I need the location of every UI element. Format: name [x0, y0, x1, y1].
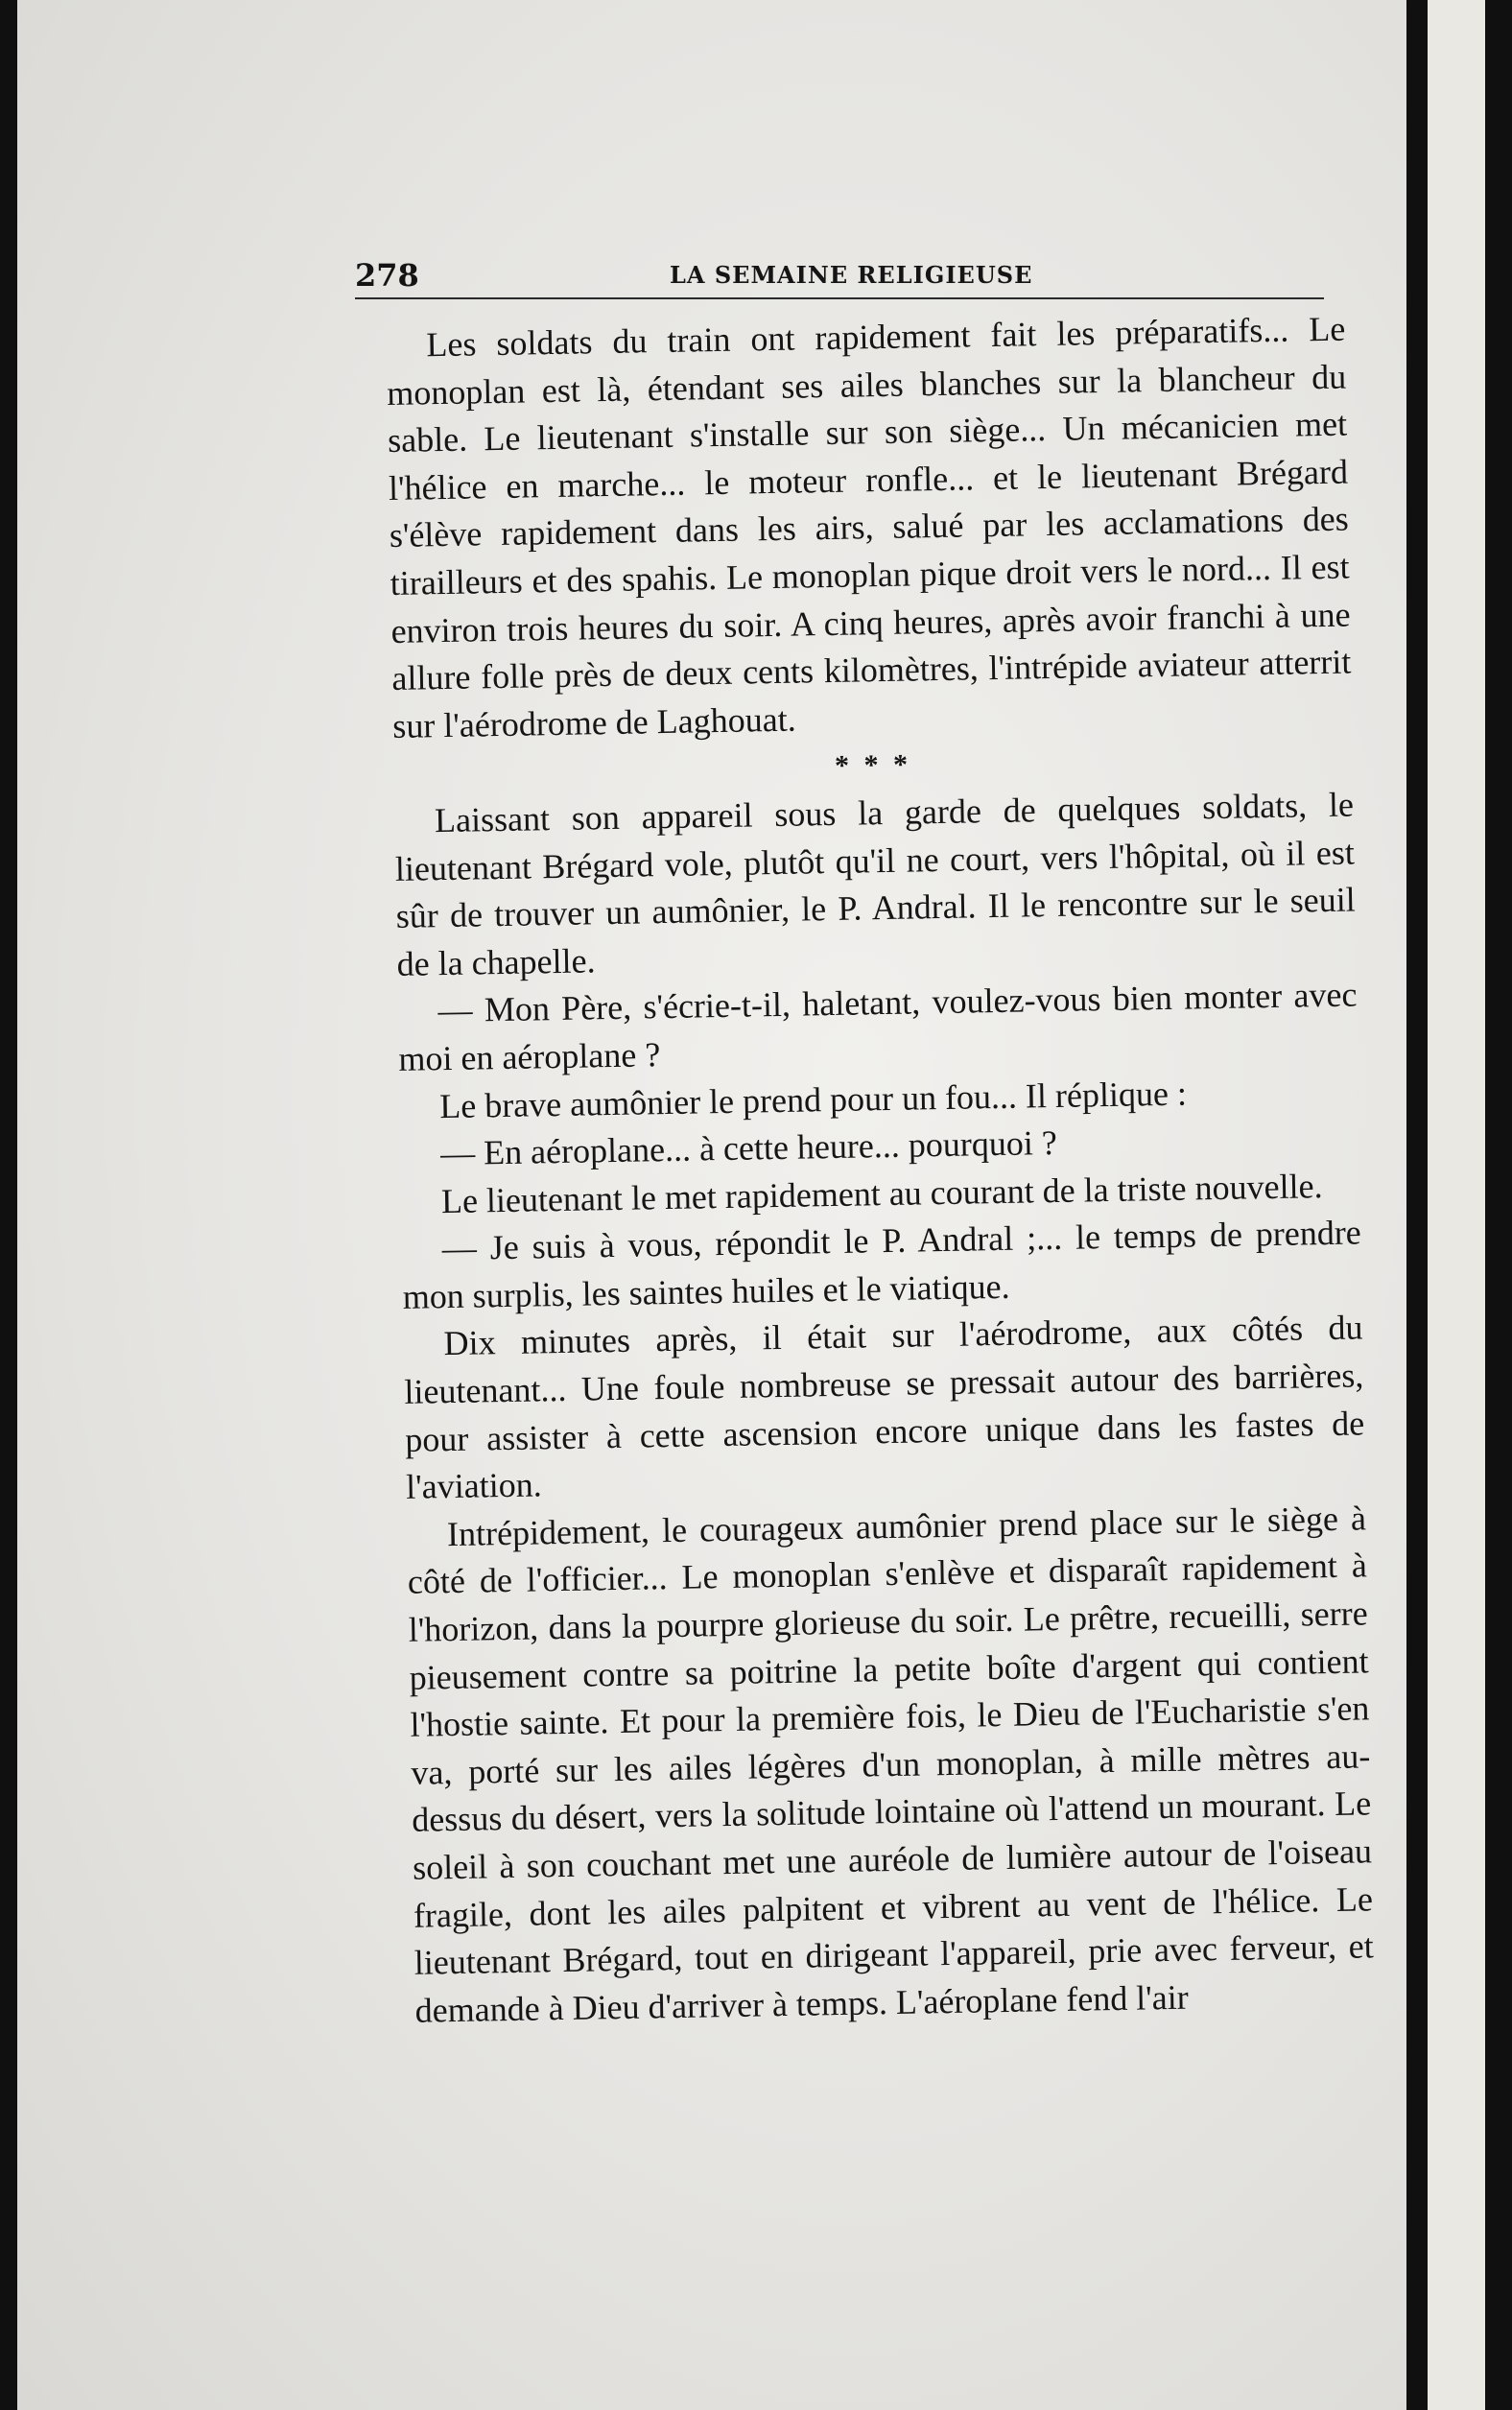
paragraph-5: — En aéroplane... à cette heure... pourquoi ? — [439, 1123, 1058, 1173]
page-header — [355, 257, 1324, 299]
section-separator: * * * — [834, 748, 912, 783]
paragraph-4: Le brave aumônier le prend pour un fou... Il réplique : — [438, 1074, 1188, 1125]
paragraph-9: Intrépidement, le courageux aumônier prend place sur le siège à côté de l'officier... Le monoplan s'enlève et disparaît rapidement à l'horizon, dans la pourpre glorieuse du soir. Le prêtre, recueilli, serre pieusement contre sa poitrine la petite boîte d'argent qui contient l'hostie sainte. Et pour la première fois, le Dieu de l'Eucharistie s'en va, porté sur les ailes légères d'un monoplan, à mille mètres au-dessus du désert, vers la solitude lointaine où l'attend un mourant. Le soleil à son couchant met une auréole de lumière autour de l'oiseau fragile, dont les ailes palpitent et vibrent au vent de l'hélice. Le lieutenant Brégard, tout en dirigeant l'appareil, prie avec ferveur, et demande à Dieu d'arriver à temps. L'aéroplane fend l'air — [407, 1499, 1375, 2030]
paragraph-2: Laissant son appareil sous la garde de quelques soldats, le lieutenant Brégard vole, plutôt qu'il ne court, vers l'hôpital, où il est sûr de trouver un aumônier, le P. Andral. Il le rencontre sur le seuil de la chapelle. — [394, 785, 1357, 983]
book-page — [17, 0, 1406, 2410]
paragraph-6: Le lieutenant le met rapidement au courant de la triste nouvelle. — [440, 1166, 1323, 1220]
adjacent-page-edge — [1428, 0, 1485, 2410]
page-number: 278 — [355, 257, 419, 294]
body-text — [386, 306, 1375, 2036]
paragraph-7: — Je suis à vous, répondit le P. Andral ;... le temps de prendre mon surplis, les saintes huiles et le viatique. — [402, 1213, 1362, 1316]
paragraph-8: Dix minutes après, il était sur l'aérodrome, aux côtés du lieutenant... Une foule nombreuse se pressait autour des barrières, pour assister à cette ascension encore unique dans les fastes de l'aviation. — [404, 1308, 1365, 1507]
paragraph-1: Les soldats du train ont rapidement fait les préparatifs... Le monoplan est là, étendant ses ailes blanches sur la blancheur du sable. Le lieutenant s'installe sur son siège... Un mécanicien met l'hélice en marche... le moteur ronfle... et le lieutenant Brégard s'élève rapidement dans les airs, salué par les acclamations des tirailleurs et des spahis. Le monoplan pique droit vers le nord... Il est environ trois heures du soir. A cinq heures, après avoir franchi à une allure folle près de deux cents kilomètres, l'intrépide aviateur atterrit sur l'aérodrome de Laghouat. — [386, 309, 1352, 745]
paragraph-3: — Mon Père, s'écrie-t-il, haletant, voulez-vous bien monter avec moi en aéroplane ? — [398, 975, 1358, 1078]
running-title: LA SEMAINE RELIGIEUSE — [670, 261, 1033, 289]
